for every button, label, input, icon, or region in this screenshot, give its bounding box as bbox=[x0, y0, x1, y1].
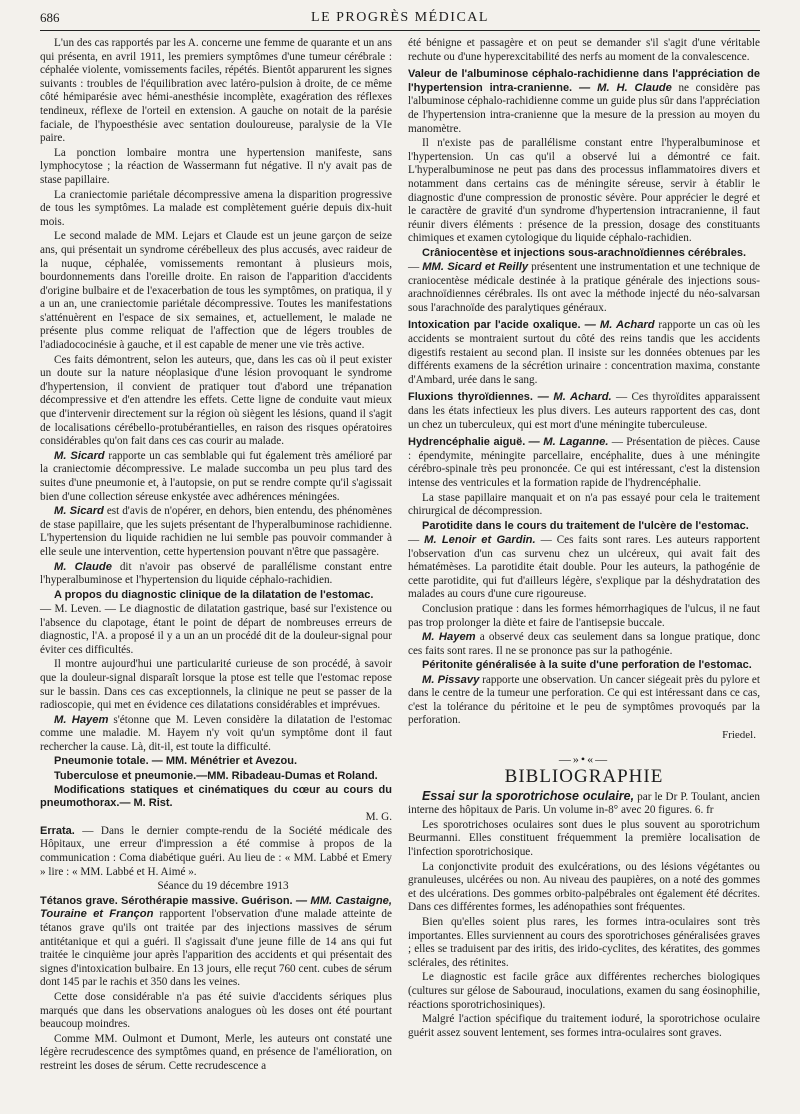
paragraph bbox=[40, 714, 392, 755]
author-name: M. Sicard bbox=[54, 449, 105, 462]
author-name: — M. H. Claude bbox=[572, 81, 672, 94]
paragraph bbox=[408, 631, 760, 658]
paragraph-text: ne considère pas l'albuminose céphalo-rachidienne comme un guide plus sûr dans l'appréciation de l'hypertension intra-cranienne que la mesure de la pression au moyen du manomètre. bbox=[408, 81, 760, 135]
running-head bbox=[40, 8, 760, 31]
section-heading: Pneumonie totale. — MM. Ménétrier et Avezou. bbox=[54, 755, 298, 768]
paragraph: Ces faits démontrent, selon les auteurs, que, dans les cas où il peut exister un doute sur la nature néoplasique d'une lésion provoquant le syndrome d'hypertension, il convient de pratiquer tout d'abord une trépanation décompressive et d'en attendre les effets. Cette ligne de conduite vaut mieux que d'intervenir directement sur la région où siègent les lésions, quand il s'agit de localisations cérébello-protubérantielles, en raison des risques opératoires considérables qu'on fait dans ces cas courir au malade. bbox=[40, 353, 392, 448]
paragraph: Conclusion pratique : dans les formes hémorrhagiques de l'ulcus, il ne faut pas trop prolonger la diète et faire de l'antisepsie buccale. bbox=[408, 602, 760, 629]
paragraph: L'un des cas rapportés par les A. concerne une femme de quarante et un ans qui présenta, en avril 1911, les premiers symptômes d'une tumeur cérébrale : céphalée violente, vomissements faciles, répétés. Bientôt apparurent les signes suivants : troubles de l'équilibration avec latéro-pulsion à droite, de ce même côté hémiparésie avec hémi-anesthésie incomplète, exagération des réflexes tendineux, réflexe de l'orteil en extension. A gauche on notait de la parésie faciale, de l'hypoesthésie avec sentation douloureuse, paralysie de la VIe paire. bbox=[40, 37, 392, 145]
paragraph-text: rapporte un cas semblable qui fut également très amélioré par la craniectomie décompressive. Le malade succomba un peu plus tard des suites d'une pneumonie et, à l'autopsie, on put se rendre compte qu'il s'agissait bien d'une collection séreuse enkystée avec adhérences méningées. bbox=[40, 449, 392, 503]
left-column bbox=[40, 37, 392, 1075]
book-title: Essai sur la sporotrichose oculaire, bbox=[422, 788, 635, 803]
author-name: M. Hayem bbox=[54, 713, 109, 726]
paragraph-text: — Ces thyroïdites apparaissent dans les états infectieux les plus divers. Les auteurs rapportent des cas, dont un chez un tuberculeux, qui est mort d'une méningite tuberculeuse. bbox=[408, 391, 760, 431]
errata-label: Errata. bbox=[40, 824, 75, 837]
paragraph: Il n'existe pas de parallélisme constant entre l'hyperalbuminose et l'hypertension. Un cas qu'il a observé lui a démontré ce fait. L'hyperalbuminose ne peut pas dans des processus inflammatoires divers et notamment dans certains cas de méningite séreuse, servir à établir le diagnostic d'une compression de pronostic sévère. Pour apprécier le degré et le caractère de gravité d'un syndrome d'hypertension intracranienne, il faut réunir divers éléments : présence de la pression, dosage des constituants chimiques et examen cytologique du liquide céphalo-rachidien. bbox=[408, 137, 760, 245]
session-date: Séance du 19 décembre 1913 bbox=[157, 880, 289, 893]
page-number: 686 bbox=[40, 10, 60, 25]
author-name: — M. Laganne. bbox=[528, 436, 609, 449]
paragraph-text: — Le diagnostic de dilatation gastrique, basé sur l'existence ou l'absence du clapotage, étant le point de départ de nombreuses erreurs de diagnostic, l'A. a proposé il y a un an un procédé dit de la douleur-signal pour éviter ces difficultés. bbox=[40, 602, 393, 656]
paragraph-text: — Ces faits sont rares. Les auteurs rapportent l'observation d'un cas survenu chez un ulcéreux, qui avait fait des hématémèses. La parotidite était double. Pour les auteurs, la pathogénie de cette parotidite, qui fut d'ailleurs légère, s'explique par la déshydratation des malades au cours d'une cure rigoureuse. bbox=[408, 534, 761, 601]
author-name: M. Pissavy bbox=[422, 673, 480, 686]
paragraph bbox=[40, 450, 392, 504]
errata-paragraph bbox=[40, 825, 392, 879]
paragraph: La stase papillaire manquait et on n'a pas essayé pour cela le traitement chirurgical de décompression. bbox=[408, 491, 760, 518]
paragraph bbox=[408, 674, 760, 728]
section-heading: Hydrencéphalie aiguë. bbox=[408, 436, 526, 449]
section-heading: Crâniocentèse et injections sous-arachnoïdiennes cérébrales. bbox=[422, 246, 747, 259]
author-names: M. Lenoir et Gardin. bbox=[424, 534, 536, 546]
paragraph bbox=[408, 391, 760, 432]
section-heading: Fluxions thyroïdiennes. bbox=[408, 391, 533, 404]
author-name: M. Sicard bbox=[54, 505, 104, 518]
paragraph-text: est d'avis de n'opérer, en dehors, bien entendu, des phénomènes de stase papillaire, que les sujets présentant de l'hyperalbuminose rachidienne. L'hypertension du liquide rachidien ne lui semble pas pouvoir commander à elle seule une intervention, cette hypertension pouvant n'être que passagère. bbox=[40, 505, 392, 558]
paragraph: Cette dose considérable n'a pas été suivie d'accidents sériques plus marqués que dans les observations analogues où les doses ont été pourtant beaucoup moindres. bbox=[40, 991, 392, 1031]
section-heading: Parotidite dans le cours du traitement de l'ulcère de l'estomac. bbox=[422, 519, 749, 532]
paragraph: Le diagnostic est facile grâce aux différentes recherches biologiques (cultures sur gélose de Sabouraud, inoculations, examen du sang éosinophilie, réactions sporotrichosiniques). bbox=[408, 971, 760, 1011]
two-column-body bbox=[40, 37, 760, 1075]
author-name: — M. Achard. bbox=[532, 391, 612, 404]
paragraph: Malgré l'action spécifique du traitement ioduré, la sporotrichose oculaire guérit assez souvent lentement, ses formes intra-oculaires sont graves. bbox=[408, 1013, 760, 1039]
paragraph-text: dit n'avoir pas observé de parallélisme constant entre l'hyperalbuminose et l'hypertension du liquide céphalo-rachidien. bbox=[40, 560, 393, 587]
paragraph-text: — Présentation de pièces. Cause : épendymite, méningite parcellaire, encéphalite, dues à une méningite cérébro-spinale très peu prononcée. Ce qui est intéressant, c'est la distension intense des ventricules et la formation rapide de l'hydrencéphalie. bbox=[408, 436, 760, 490]
paragraph: été bénigne et passagère et on peut se demander s'il s'agit d'une véritable rechute ou d'une hyperexcitabilité des nerfs au moment de la convalescence. bbox=[408, 37, 760, 63]
paragraph-text: rapporte une observation. Un cancer siégeait près du pylore et dans le centre de la tumeur une perforation. Ce qui est intéressant dans ce cas, c'est la tolérance du péritoine et le peu de symptômes provoqués par la perforation. bbox=[408, 673, 760, 727]
signature: Friedel. bbox=[722, 728, 756, 741]
paragraph: La conjonctivite produit des exulcérations, ou des lésions végétantes ou granuleuses, ulcérées ou non. Au niveau des paupières, on a noté des gommes et des ulcérations. Des gommes orbito-palpébrales ont également été décrites. Dans ces différentes formes, les adénopathies sont fréquentes. bbox=[408, 860, 760, 914]
paragraph bbox=[40, 561, 392, 588]
author-names: MM. Sicard et Reilly bbox=[422, 261, 529, 274]
paragraph-text: rapportent l'observation d'une malade atteinte de tétanos grave qu'ils ont traitée par des injections massives de sérum antitétanique et qui a guéri. Il s'agissait d'une jeune fille de 14 ans qui fut traitée le cinquième jour après l'apparition des accidents et qui présentait des signes d'intoxication bulbaire. En 13 jours, elle reçut 760 cent. cubes de sérum dont 145 par le rachis et 350 dans les veines. bbox=[40, 908, 392, 989]
section-heading: Valeur de l'albuminose céphalo-rachidienne dans l'appréciation de l'hypertension intra-cranienne. bbox=[408, 68, 760, 94]
paragraph-text: s'étonne que M. Leven considère la dilatation de l'estomac comme une maladie. M. Hayem n'y voit qu'un symptôme dont il faut rechercher la cause. Là, dit-il, est toute la difficulté. bbox=[40, 713, 392, 753]
author-name: — M. Achard bbox=[580, 319, 655, 332]
author-names: — MM. Castaigne, Touraine et Françon bbox=[40, 894, 392, 921]
section-heading: Intoxication par l'acide oxalique. bbox=[408, 319, 581, 332]
paragraph: Le second malade de MM. Lejars et Claude est un jeune garçon de seize ans, qui présentait un syndrome cérébelleux des plus accusés, avec raideur de la nuque, céphalée, vomissements remontant à plusieurs mois, bourdonnements dans l'oreille droite. En raison de l'apparition d'accidents d'origine bulbaire et de l'exacerbation de tous les symptômes, on pratiqua, il y a un an, une craniectomie pariétale décompressive. Toutes les manifestations s'atténuèrent en l'espace de six semaines, et, actuellement, le malade ne présente plus comme reliquat de l'affection que de légers troubles de l'adiadococinésie à gauche, et il est capable de mener une vie très active. bbox=[40, 230, 392, 352]
paragraph: Bien qu'elles soient plus rares, les formes intra-oculaires sont très importantes. Elles surviennent au cours des sporotrichoses généralisées graves ; elles se traduisent par des iritis, des irido-cyclites, des kératites, des gommes sclérales, des rétinites. bbox=[408, 916, 760, 969]
section-heading: A propos du diagnostic clinique de la dilatation de l'estomac. bbox=[54, 588, 374, 601]
section-heading: Tétanos grave. Sérothérapie massive. Guérison. bbox=[40, 894, 293, 907]
paragraph-text: — Dans le dernier compte-rendu de la Société médicale des Hôpitaux, une erreur d'impression a été commise à propos de la communication : Coma diabétique guéri. Au lieu de : « MM. Labbé et Emery » lire : « MM. Labbé et H. Aimé ». bbox=[40, 824, 392, 878]
bibliography-title: BIBLIOGRAPHIE bbox=[504, 766, 664, 788]
author-name: M. Claude bbox=[54, 560, 112, 573]
right-column bbox=[408, 37, 760, 1075]
book-reference bbox=[408, 790, 760, 818]
signature: M. G. bbox=[365, 811, 392, 824]
paragraph-text: rapporte un cas où les accidents se montraient surtout du côté des reins tandis que les accidents digestifs restaient au second plan. Il insiste sur les données obtenues par les différents examens de la sécrétion urinaire : concentration maxima, constante d'Ambard, urée dans le sang. bbox=[408, 319, 760, 386]
paragraph: — M. Lenoir et Gardin. — Ces faits sont rares. Les auteurs rapportent l'observation d'un cas survenu chez un ulcéreux, qui avait fait des hématémèses. La parotidite était double. Pour les auteurs, la pathogénie de cette parotidite, qui fut d'ailleurs légère, s'explique par la déshydratation des malades au cours d'une cure rigoureuse. bbox=[408, 534, 761, 601]
section-heading: Tuberculose et pneumonie.—MM. Ribadeau-Dumas et Roland. bbox=[54, 769, 378, 782]
paragraph bbox=[408, 436, 760, 490]
author-name: M. Leven. bbox=[54, 602, 102, 615]
paragraph: — M. Leven. — Le diagnostic de dilatation gastrique, basé sur l'existence ou l'absence du clapotage, étant le point de départ de nombreuses erreurs de diagnostic, l'A. a proposé il y a un an un procédé dit de la douleur-signal pour éviter ces difficultés. bbox=[40, 602, 393, 656]
paragraph bbox=[408, 68, 760, 136]
paragraph: La craniectomie pariétale décompressive amena la disparition progressive de tous les symptômes. La malade est complètement guérie depuis dix-huit mois. bbox=[40, 188, 392, 228]
journal-title: LE PROGRÈS MÉDICAL bbox=[311, 10, 489, 25]
paragraph: Les sporotrichoses oculaires sont dues le plus souvent au sporotrichum Beurmanni. Elles constituent fréquemment la première localisation de l'infection sporotrichosique. bbox=[408, 818, 760, 859]
paragraph bbox=[40, 895, 392, 990]
paragraph: La ponction lombaire montra une hypertension manifeste, sans lymphocytose ; la réaction de Wassermann fut négative. Il n'y avait pas de stase papillaire. bbox=[40, 146, 392, 186]
ornament-divider: —»•«— bbox=[558, 751, 610, 766]
paragraph: Il montre aujourd'hui une particularité curieuse de son procédé, à savoir que la douleur-signal disparaît lorsque la ptose est telle que l'estomac repose sur le bassin. Dans ces cas exceptionnels, la clinique ne peut se passer de la radioscopie, qui met en évidence ces dilatations considérables et imprévues. bbox=[40, 658, 392, 712]
section-heading: Péritonite généralisée à la suite d'une perforation de l'estomac. bbox=[422, 659, 752, 672]
book-details: par le Dr P. Toulant, ancien interne des hôpitaux de Paris. Un volume in-8° avec 20 figures. 6. fr bbox=[408, 790, 760, 817]
paragraph bbox=[40, 505, 392, 559]
paragraph bbox=[408, 319, 760, 387]
section-heading: Modifications statiques et cinématiques du cœur au cours du pneumothorax.— M. Rist. bbox=[40, 783, 392, 810]
paragraph-text: présentent une instrumentation et une technique de craniocentèse médicale destinée à la pratique générale des injections sous-arachnoïdiennes cérébrales. Ils ont avec la méthode injecté du néo-salvarsan sous l'arachnoïde des paralytiques généraux. bbox=[408, 261, 761, 314]
paragraph-text: a observé deux cas seulement dans sa longue pratique, donc ces faits sont rares. Il ne se prononce pas sur la pathogénie. bbox=[408, 631, 760, 657]
paragraph: Comme MM. Oulmont et Dumont, Merle, les auteurs ont constaté une légère recrudescence des symptômes quand, en présence de l'amélioration, on restreint les doses de sérum. Cette recrudescence a bbox=[40, 1032, 392, 1072]
paragraph: — MM. Sicard et Reilly présentent une instrumentation et une technique de craniocentèse médicale destinée à la pratique générale des injections sous-arachnoïdiennes cérébrales. Ils ont avec la méthode injecté du néo-salvarsan sous l'arachnoïde des paralytiques généraux. bbox=[408, 261, 761, 314]
author-name: M. Hayem bbox=[422, 631, 476, 644]
